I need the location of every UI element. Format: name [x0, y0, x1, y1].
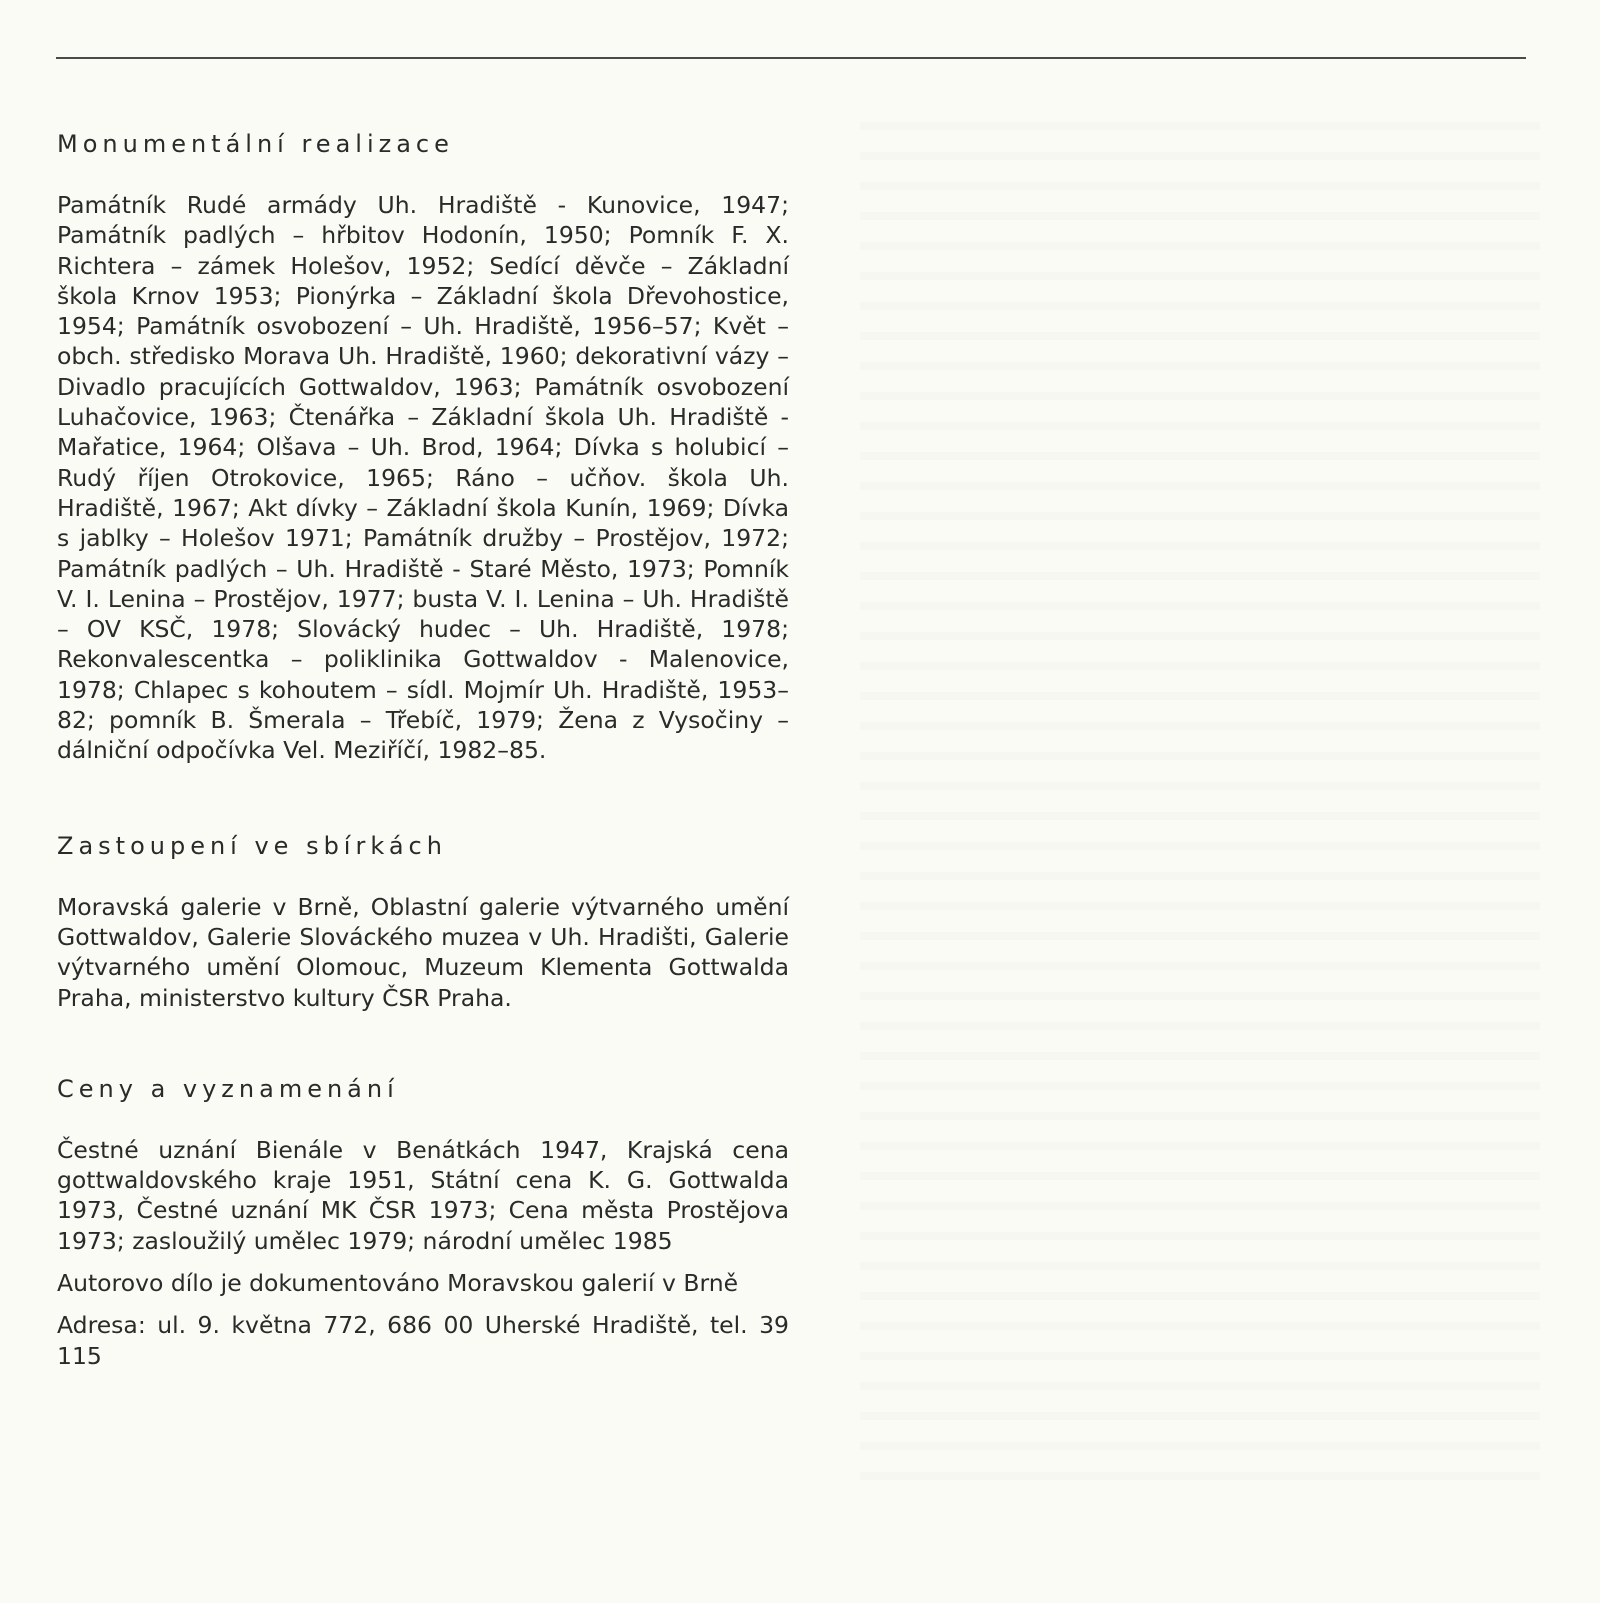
section-collections [57, 830, 789, 1013]
section-paragraph: Čestné uznání Bienále v Benátkách 1947, Krajská cena gottwaldovského kraje 1951, Státní cena K. G. Gottwalda 1973, Čestné uznání MK ČSR 1973; Cena města Prostějova 1973; zasloužilý umělec 1979; národní umělec 1985 [57, 1135, 789, 1255]
section-paragraph: Moravská galerie v Brně, Oblastní galerie výtvarného umění Gottwaldov, Galerie Slováckého muzea v Uh. Hradišti, Galerie výtvarného umění Olomouc, Muzeum Klementa Gottwalda Praha, ministerstvo kultury ČSR Praha. [57, 892, 789, 1012]
documentation-note: Autorovo dílo je dokumentováno Moravskou galerií v Brně [57, 1269, 739, 1298]
facing-page-bleed-through [860, 100, 1540, 1500]
section-monumental-works [57, 128, 789, 766]
address: Adresa: ul. 9. května 772, 686 00 Uherské Hradiště, tel. 39 115 [57, 1311, 789, 1370]
section-title: Ceny a vyznamenání [57, 1074, 399, 1103]
top-rule [56, 57, 1526, 59]
section-title: Monumentální realizace [57, 130, 454, 158]
section-awards [57, 1073, 789, 1371]
section-title: Zastoupení ve sbírkách [57, 831, 447, 860]
section-paragraph: Památník Rudé armády Uh. Hradiště - Kunovice, 1947; Památník padlých – hřbitov Hodonín, 1950; Pomník F. X. Richtera – zámek Holešov, 1952; Sedící děvče – Základní škola Krnov 1953; Pionýrka – Základní škola Dřevohostice, 1954; Památník osvobození – Uh. Hradiště, 1956–57; Květ – obch. středisko Morava Uh. Hradiště, 1960; dekorativní vázy – Divadlo pracujících Gottwaldov, 1963; Památník osvobození Luhačovice, 1963; Čtenářka – Základní škola Uh. Hradiště - Mařatice, 1964; Olšava – Uh. Brod, 1964; Dívka s holubicí – Rudý říjen Otrokovice, 1965; Ráno – učňov. škola Uh. Hradiště, 1967; Akt dívky – Základní škola Kunín, 1969; Dívka s jablky – Holešov 1971; Památník družby – Prostějov, 1972; Památník padlých – Uh. Hradiště - Staré Město, 1973; Pomník V. I. Lenina – Prostějov, 1977; busta V. I. Lenina – Uh. Hradiště – OV KSČ, 1978; Slovácký hudec – Uh. Hradiště, 1978; Rekonvalescentka – poliklinika Gottwaldov - Malenovice, 1978; Chlapec s kohoutem – sídl. Mojmír Uh. Hradiště, 1953–82; pomník B. Šmerala – Třebíč, 1979; Žena z Vysočiny – dálniční odpočívka Vel. Meziříčí, 1982–85. [57, 191, 789, 765]
text-column [57, 128, 789, 1383]
